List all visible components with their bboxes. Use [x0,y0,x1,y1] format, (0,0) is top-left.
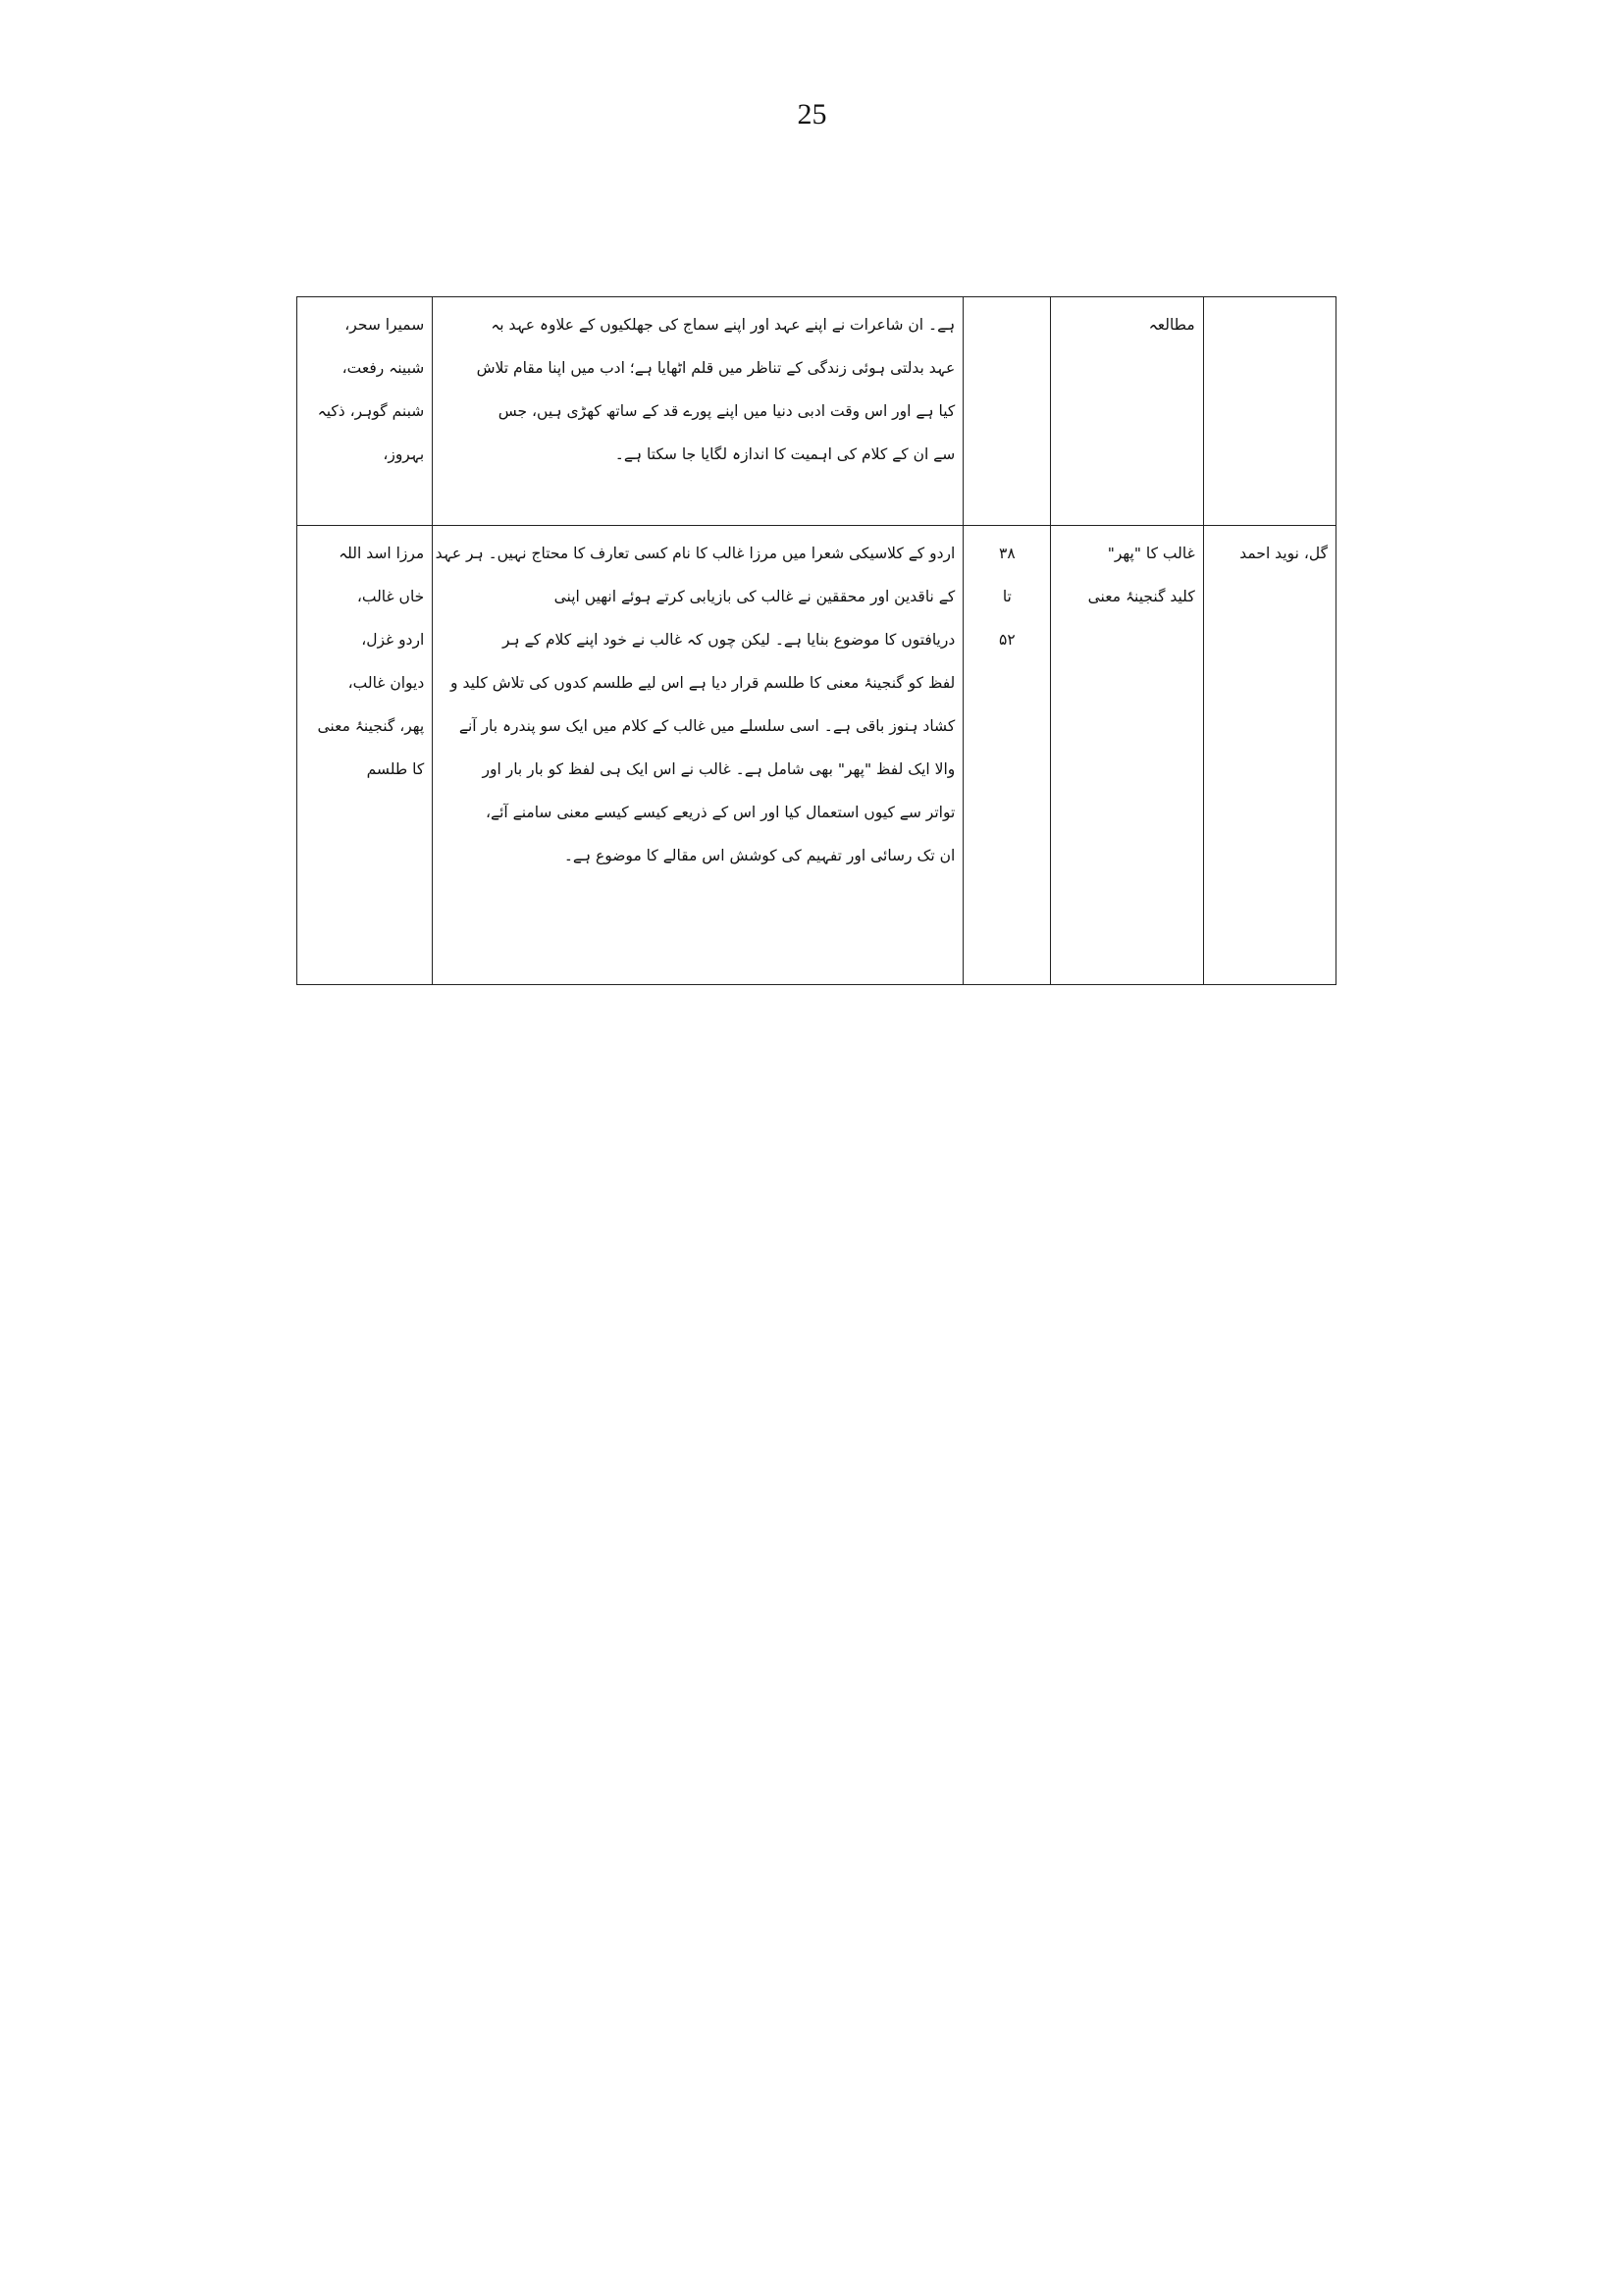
keyword-line: شبینہ رفعت، [341,359,425,377]
title-cell [1051,526,1203,985]
index-table [296,296,1336,985]
abstract-line: تواتر سے کیوں استعمال کیا اور اس کے ذریعے کیسے کیسے معنی سامنے آئے، [486,804,956,821]
author-cell [1203,297,1336,526]
table-row [297,526,1336,985]
keyword-line: دیوان غالب، [347,674,425,692]
abstract-line: کشاد ہنوز باقی ہے۔ اسی سلسلے میں غالب کے کلام میں ایک سو پندرہ بار آنے [458,717,956,735]
keywords-cell [297,526,433,985]
abstract-line: اردو کے کلاسیکی شعرا میں مرزا غالب کا نام کسی تعارف کا محتاج نہیں۔ ہر عہد [435,545,956,562]
title-line: کلید گنجینۂ معنی [1087,588,1195,605]
keyword-line: پھر، گنجینۂ معنی [317,717,425,735]
abstract-line: کے ناقدین اور محققین نے غالب کی بازیابی کرتے ہوئے انھیں اپنی [553,588,956,605]
title-cell [1051,297,1203,526]
abstract-line: عہد بدلتی ہوئی زندگی کے تناظر میں قلم اٹھایا ہے؛ ادب میں اپنا مقام تلاش [476,359,956,377]
pages-cell [964,526,1051,985]
page-range-end: ۵۲ [999,631,1016,649]
title-line: غالب کا "پھر" [1107,545,1195,562]
abstract-line: دریافتوں کا موضوع بنایا ہے۔ لیکن چوں کہ غالب نے خود اپنے کلام کے ہر [502,631,956,649]
keyword-line: بہروز، [383,445,425,463]
keywords-cell [297,297,433,526]
abstract-line: سے ان کے کلام کی اہمیت کا اندازہ لگایا جا سکتا ہے۔ [614,445,956,463]
page-range-start: ۳۸ [999,545,1016,562]
author-cell [1203,526,1336,985]
page-number: 25 [797,98,827,130]
keyword-line: کا طلسم [366,760,425,778]
table-row [297,297,1336,526]
title-line: مطالعہ [1148,316,1195,334]
keyword-line: اردو غزل، [361,631,425,649]
abstract-line: ان تک رسائی اور تفہیم کی کوشش اس مقالے کا موضوع ہے۔ [563,847,956,864]
keyword-line: خاں غالب، [356,588,425,605]
keyword-line: شبنم گوہر، ذکیہ [317,402,425,420]
abstract-line: والا ایک لفظ "پھر" بھی شامل ہے۔ غالب نے اس ایک ہی لفظ کو بار بار اور [482,760,956,778]
author-name: گل، نوید احمد [1239,545,1328,562]
keyword-line: مرزا اسد اللہ [339,545,425,562]
pages-cell [964,297,1051,526]
abstract-line: کیا ہے اور اس وقت ادبی دنیا میں اپنے پورے قد کے ساتھ کھڑی ہیں، جس [498,402,956,420]
page-range-separator: تا [1002,588,1012,605]
abstract-cell [433,297,964,526]
abstract-cell [433,526,964,985]
keyword-line: سمیرا سحر، [344,316,425,334]
abstract-line: لفظ کو گنجینۂ معنی کا طلسم قرار دیا ہے اس لیے طلسم کدوں کی تلاش کلید و [450,674,956,692]
abstract-line: ہے۔ ان شاعرات نے اپنے عہد اور اپنے سماج کی جھلکیوں کے علاوہ عہد بہ [491,316,956,334]
